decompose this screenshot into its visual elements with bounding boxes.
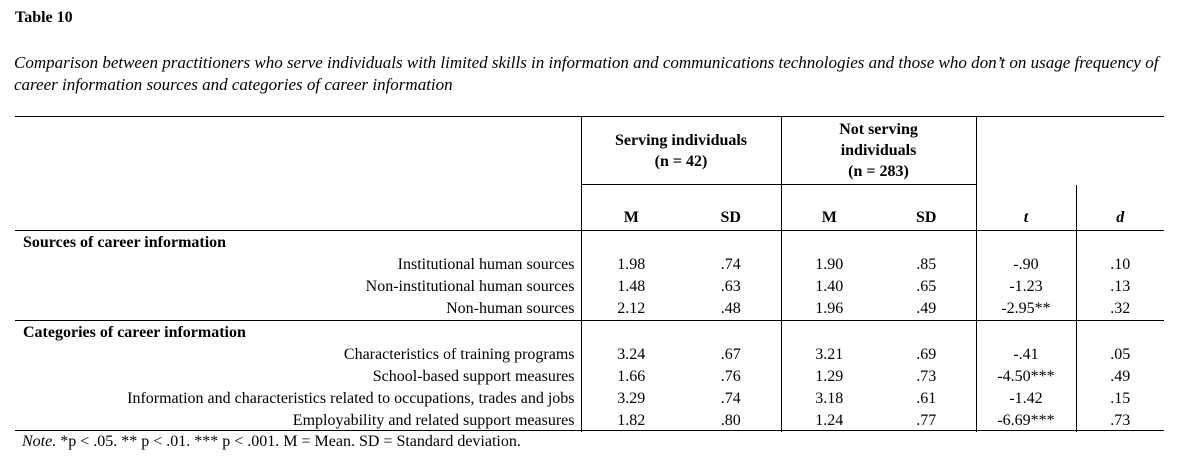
header-blank-cell [15, 117, 581, 185]
group-header-serving [581, 117, 781, 185]
note-label: Note. [22, 433, 57, 450]
cell-sd1: .76 [720, 368, 741, 385]
cell-m2: 3.21 [781, 344, 877, 366]
not-serving-title-line1: Not serving [839, 121, 918, 138]
col-header-d: d [1076, 185, 1164, 231]
table-row [15, 344, 1164, 366]
row-label: Characteristics of training programs [343, 346, 575, 363]
col-header-sd1: SD [681, 185, 781, 231]
row-label: Information and characteristics related to occupations, trades and jobs [127, 390, 575, 407]
row-label: School-based support measures [372, 368, 575, 385]
row-label: Non-human sources [15, 298, 581, 321]
cell-d: .32 [1076, 298, 1164, 321]
cell-t: -4.50*** [976, 366, 1076, 388]
col-header-m2: M [781, 185, 877, 231]
col-header-m1: M [581, 185, 681, 231]
cell-sd1: .80 [720, 412, 741, 429]
cell-m2: 1.96 [781, 298, 877, 321]
section-spacer [1076, 231, 1164, 255]
cell-sd1: .74 [720, 390, 741, 407]
cell-m1: 1.48 [581, 276, 681, 298]
cell-m2: 3.18 [781, 388, 877, 410]
section-spacer [976, 321, 1076, 345]
row-label: Employability and related support measures [292, 412, 575, 429]
table-note [22, 433, 521, 451]
cell-sd2: .85 [916, 256, 937, 273]
cell-t: -.41 [976, 344, 1076, 366]
section-header-row [15, 231, 1164, 255]
section-spacer [877, 321, 976, 345]
section-spacer [877, 231, 976, 255]
table-row [15, 254, 1164, 276]
row-label: Institutional human sources [397, 256, 575, 273]
cell-sd2: .61 [916, 390, 937, 407]
section-spacer [976, 231, 1076, 255]
cell-t: -6.69*** [976, 410, 1076, 432]
serving-n: (n = 42) [654, 152, 708, 170]
cell-sd1: .67 [720, 346, 741, 363]
cell-sd1: .63 [720, 278, 741, 295]
cell-sd2: .49 [877, 298, 976, 321]
cell-t: -2.95** [976, 298, 1076, 321]
cell-m1: 3.24 [581, 344, 681, 366]
table-label: Table 10 [15, 9, 73, 26]
col-header-sd2: SD [877, 185, 976, 231]
cell-m2: 1.40 [781, 276, 877, 298]
group-header-row [15, 117, 1164, 185]
cell-sd2: .77 [916, 412, 937, 429]
cell-sd2: .65 [916, 278, 937, 295]
header-blank-t [976, 117, 1076, 185]
table-row [15, 276, 1164, 298]
serving-title: Serving individuals [614, 131, 748, 149]
row-label: Non-institutional human sources [365, 278, 575, 295]
cell-m2: 1.24 [781, 410, 877, 432]
note-text: *p < .05. ** p < .01. *** p < .001. M = Mean. SD = Standard deviation. [56, 433, 521, 450]
not-serving-n: (n = 283) [848, 163, 909, 180]
table-row [15, 366, 1164, 388]
header-blank-d [1076, 117, 1164, 185]
section-spacer [1076, 321, 1164, 345]
cell-m2: 1.90 [781, 254, 877, 276]
not-serving-title-line2: individuals [840, 142, 917, 159]
column-header-row [15, 185, 1164, 231]
cell-t: -.90 [976, 254, 1076, 276]
cell-m1: 1.66 [581, 366, 681, 388]
section-spacer [581, 231, 681, 255]
section-title: Categories of career information [23, 324, 246, 341]
cell-sd2: .69 [916, 346, 937, 363]
table-bottom-rule [15, 430, 1164, 431]
section-spacer [681, 231, 781, 255]
cell-sd1: .74 [720, 256, 741, 273]
column-header-blank [15, 185, 581, 231]
cell-d: .49 [1076, 366, 1164, 388]
table-row [15, 410, 1164, 432]
cell-sd2: .73 [916, 368, 937, 385]
cell-m1: 1.98 [581, 254, 681, 276]
cell-m1: 2.12 [581, 298, 681, 321]
cell-t: -1.42 [976, 388, 1076, 410]
cell-d: .15 [1076, 388, 1164, 410]
section-spacer [781, 321, 877, 345]
cell-m1: 3.29 [581, 388, 681, 410]
results-table [15, 117, 1164, 432]
cell-m1: 1.82 [581, 410, 681, 432]
section-spacer [781, 231, 877, 255]
table-row [15, 388, 1164, 410]
cell-sd1: .48 [681, 298, 781, 321]
col-header-t: t [976, 185, 1076, 231]
section-spacer [581, 321, 681, 345]
cell-d: .73 [1076, 410, 1164, 432]
group-header-not-serving [781, 117, 976, 185]
table-caption: Comparison between practitioners who serve individuals with limited skills in information and communications technologies and those who don’t on usage frequency of career information sources and categories of career information [14, 53, 1159, 94]
cell-d: .13 [1076, 276, 1164, 298]
table-row [15, 298, 1164, 321]
section-header-row [15, 321, 1164, 345]
cell-d: .05 [1076, 344, 1164, 366]
cell-t: -1.23 [976, 276, 1076, 298]
section-title: Sources of career information [23, 234, 227, 251]
section-spacer [681, 321, 781, 345]
cell-m2: 1.29 [781, 366, 877, 388]
cell-d: .10 [1076, 254, 1164, 276]
